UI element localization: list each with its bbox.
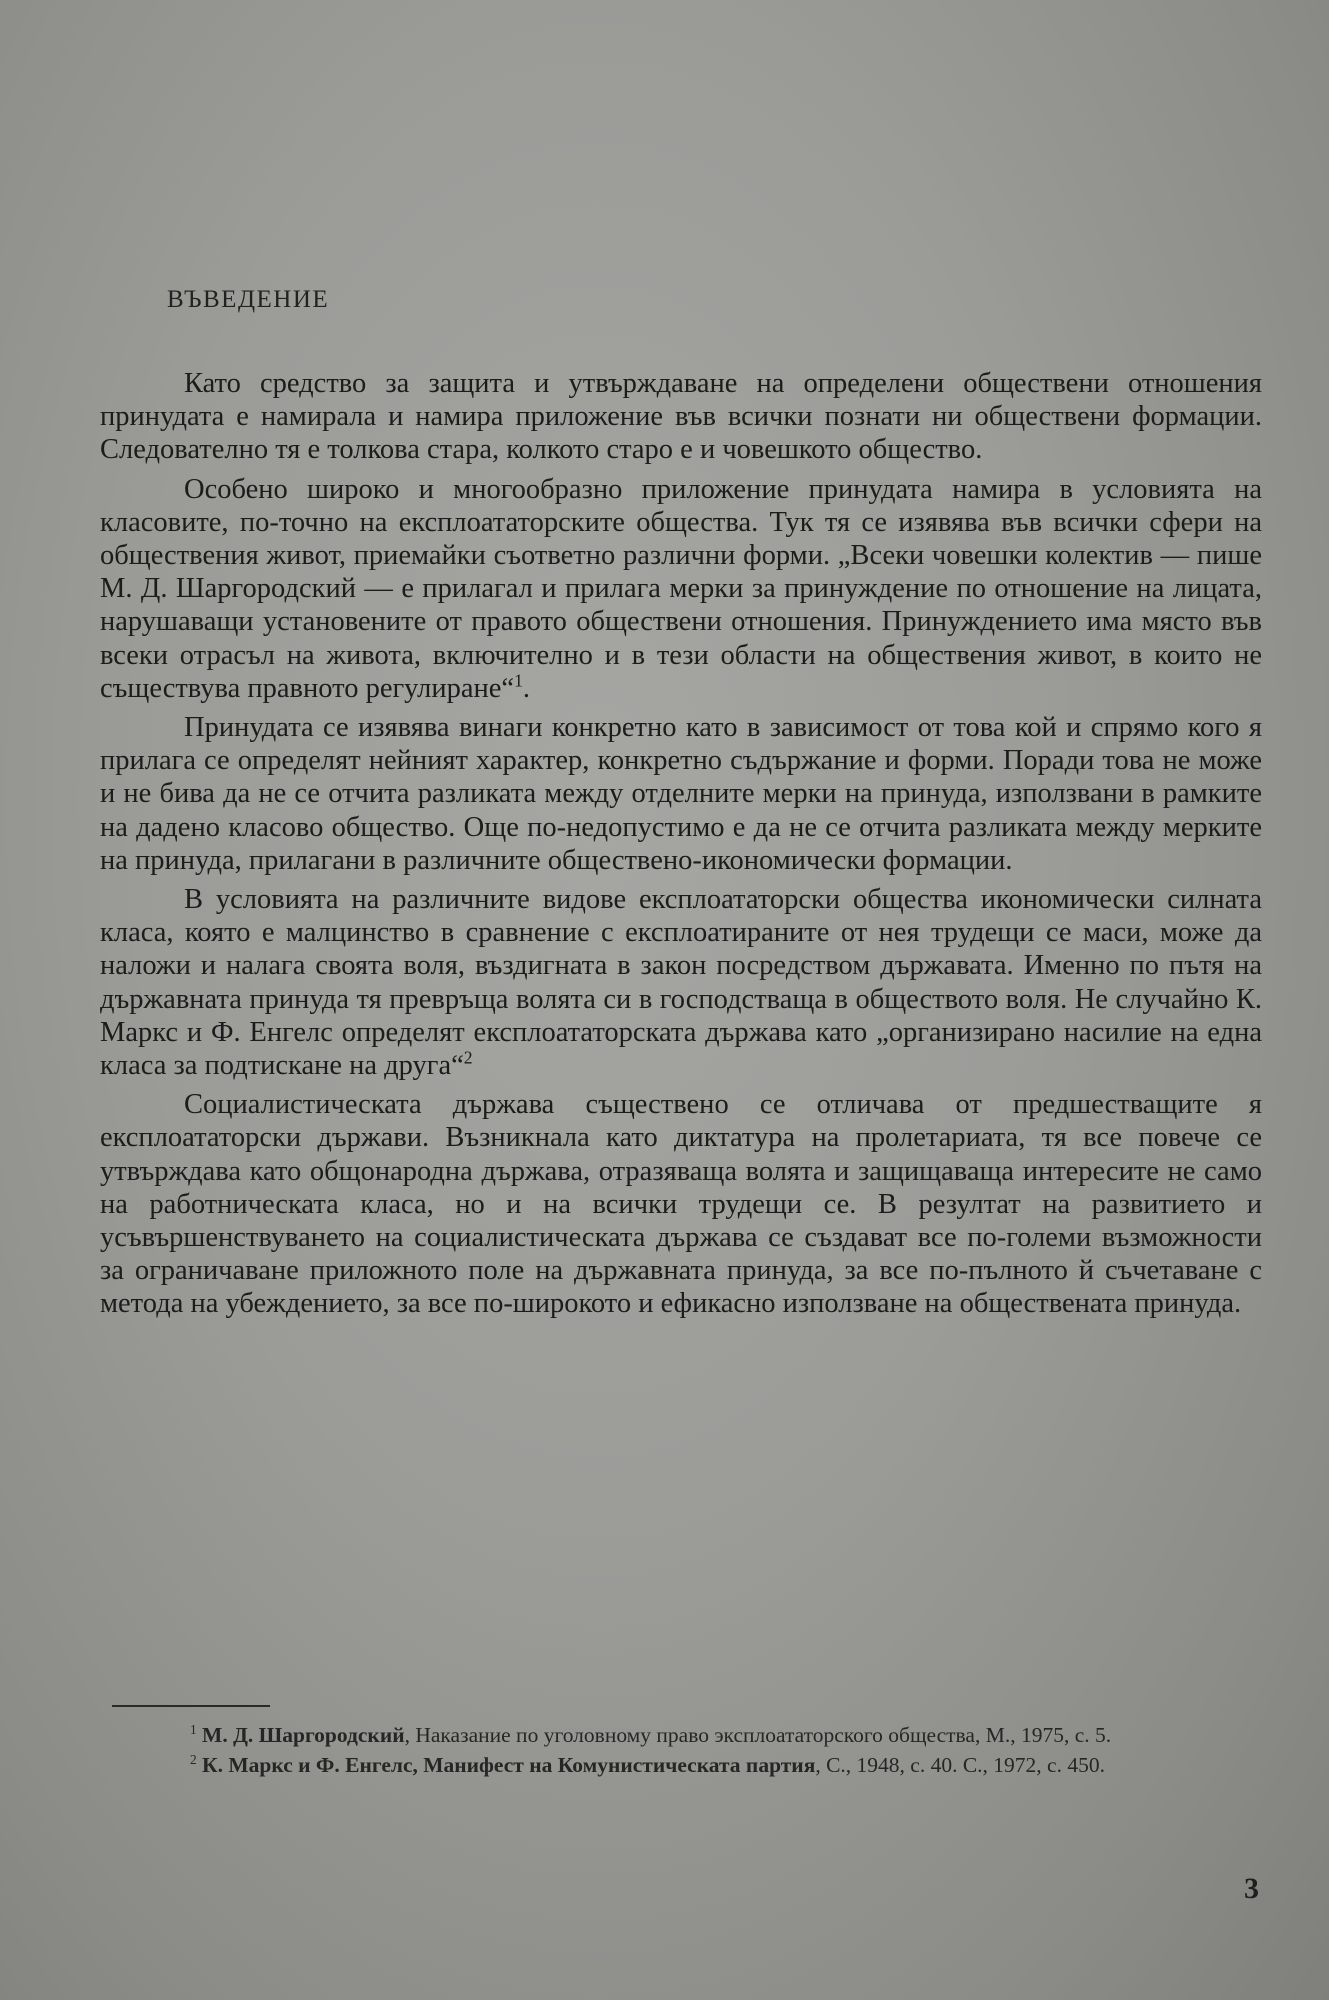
paragraph-2-text: Особено широко и многообразно приложение принудата намира в условията на класовите, по-точно на експлоататорските общества. Тук тя се изявява във всички сфери на обществения живот, приемайки съответно различни форми. „Всеки човешки колектив — пише М. Д. Шаргородский — е прилагал и прилага мерки за принуждение по отношение на лицата, нарушаващи установените от правото обществени отношения. Принуждението има място във всеки отрасъл на живота, включително и в тези области на обществения живот, в които не съществува правното регулиране“ <box>100 473 1262 704</box>
footnotes <box>112 1720 1262 1780</box>
paragraph-3: Принудата се изявява винаги конкретно като в зависимост от това кой и спрямо кого я прилага се определят нейният характер, конкретно съдържание и форми. Поради това не може и не бива да не се отчита разликата между отделните мерки на принуда, използвани в рамките на дадено класово общество. Още по-недопустимо е да не се отчита разликата между мерките на принуда, прилагани в различните обществено-икономически формации. <box>100 712 1262 876</box>
footnote-ref-1: 1 <box>514 670 523 691</box>
paragraph-1: Като средство за защита и утвърждаване на определени обществени отношения принудата е намирала и намира приложение във всички познати ни обществени формации. Следователно тя е толкова стара, колкото старо е и човешкото общество. <box>100 368 1262 466</box>
footnote-1-number: 1 <box>190 1721 197 1737</box>
footnote-divider <box>112 1705 270 1707</box>
footnote-2-number: 2 <box>190 1751 197 1767</box>
body-text <box>100 367 1262 1321</box>
footnote-1-text: , Наказание по уголовному право эксплоататорского общества, М., 1975, с. 5. <box>404 1723 1112 1747</box>
paragraph-2 <box>100 473 1262 705</box>
footnote-2-author: К. Маркс и Ф. Енгелс, Манифест на Комунистическата партия <box>202 1753 816 1777</box>
paragraph-4 <box>100 883 1262 1082</box>
footnote-2-text: , С., 1948, с. 40. С., 1972, с. 450. <box>815 1753 1105 1777</box>
page-number: 3 <box>1244 1872 1259 1905</box>
paragraph-4-text: В условията на различните видове експлоататорски общества икономически силната класа, която е малцинство в сравнение с експлоатираните от нея трудещи се маси, може да наложи и налага своята воля, въздигната в закон посредством държавата. Именно по пътя на държавната принуда тя превръща волята си в господстваща в обществото воля. Не случайно К. Маркс и Ф. Енгелс определят експлоататорската държава като „организирано насилие на една класа за подтискане на друга“ <box>100 884 1262 1082</box>
paragraph-2-end: . <box>522 672 531 704</box>
footnote-1-author: М. Д. Шаргородский <box>202 1723 405 1747</box>
footnote-2 <box>112 1750 1262 1780</box>
footnote-ref-2: 2 <box>463 1047 473 1068</box>
chapter-heading: ВЪВЕДЕНИЕ <box>167 286 330 313</box>
paragraph-5: Социалистическата държава съществено се отличава от предшестващите я експлоататорски държави. Възникнала като диктатура на пролетариата, тя все повече се утвърждава като общонародна държава, отразяваща волята и защищаваща интересите не само на работническата класа, но и на всички трудещи се. В резултат на развитието и усъвършенствуването на социалистическата държава се създават все по-големи възможности за ограничаване приложното поле на държавната принуда, за все по-пълното й съчетаване с метода на убеждението, за все по-широкото и ефикасно използване на обществената принуда. <box>100 1089 1262 1320</box>
footnote-1 <box>112 1720 1262 1750</box>
